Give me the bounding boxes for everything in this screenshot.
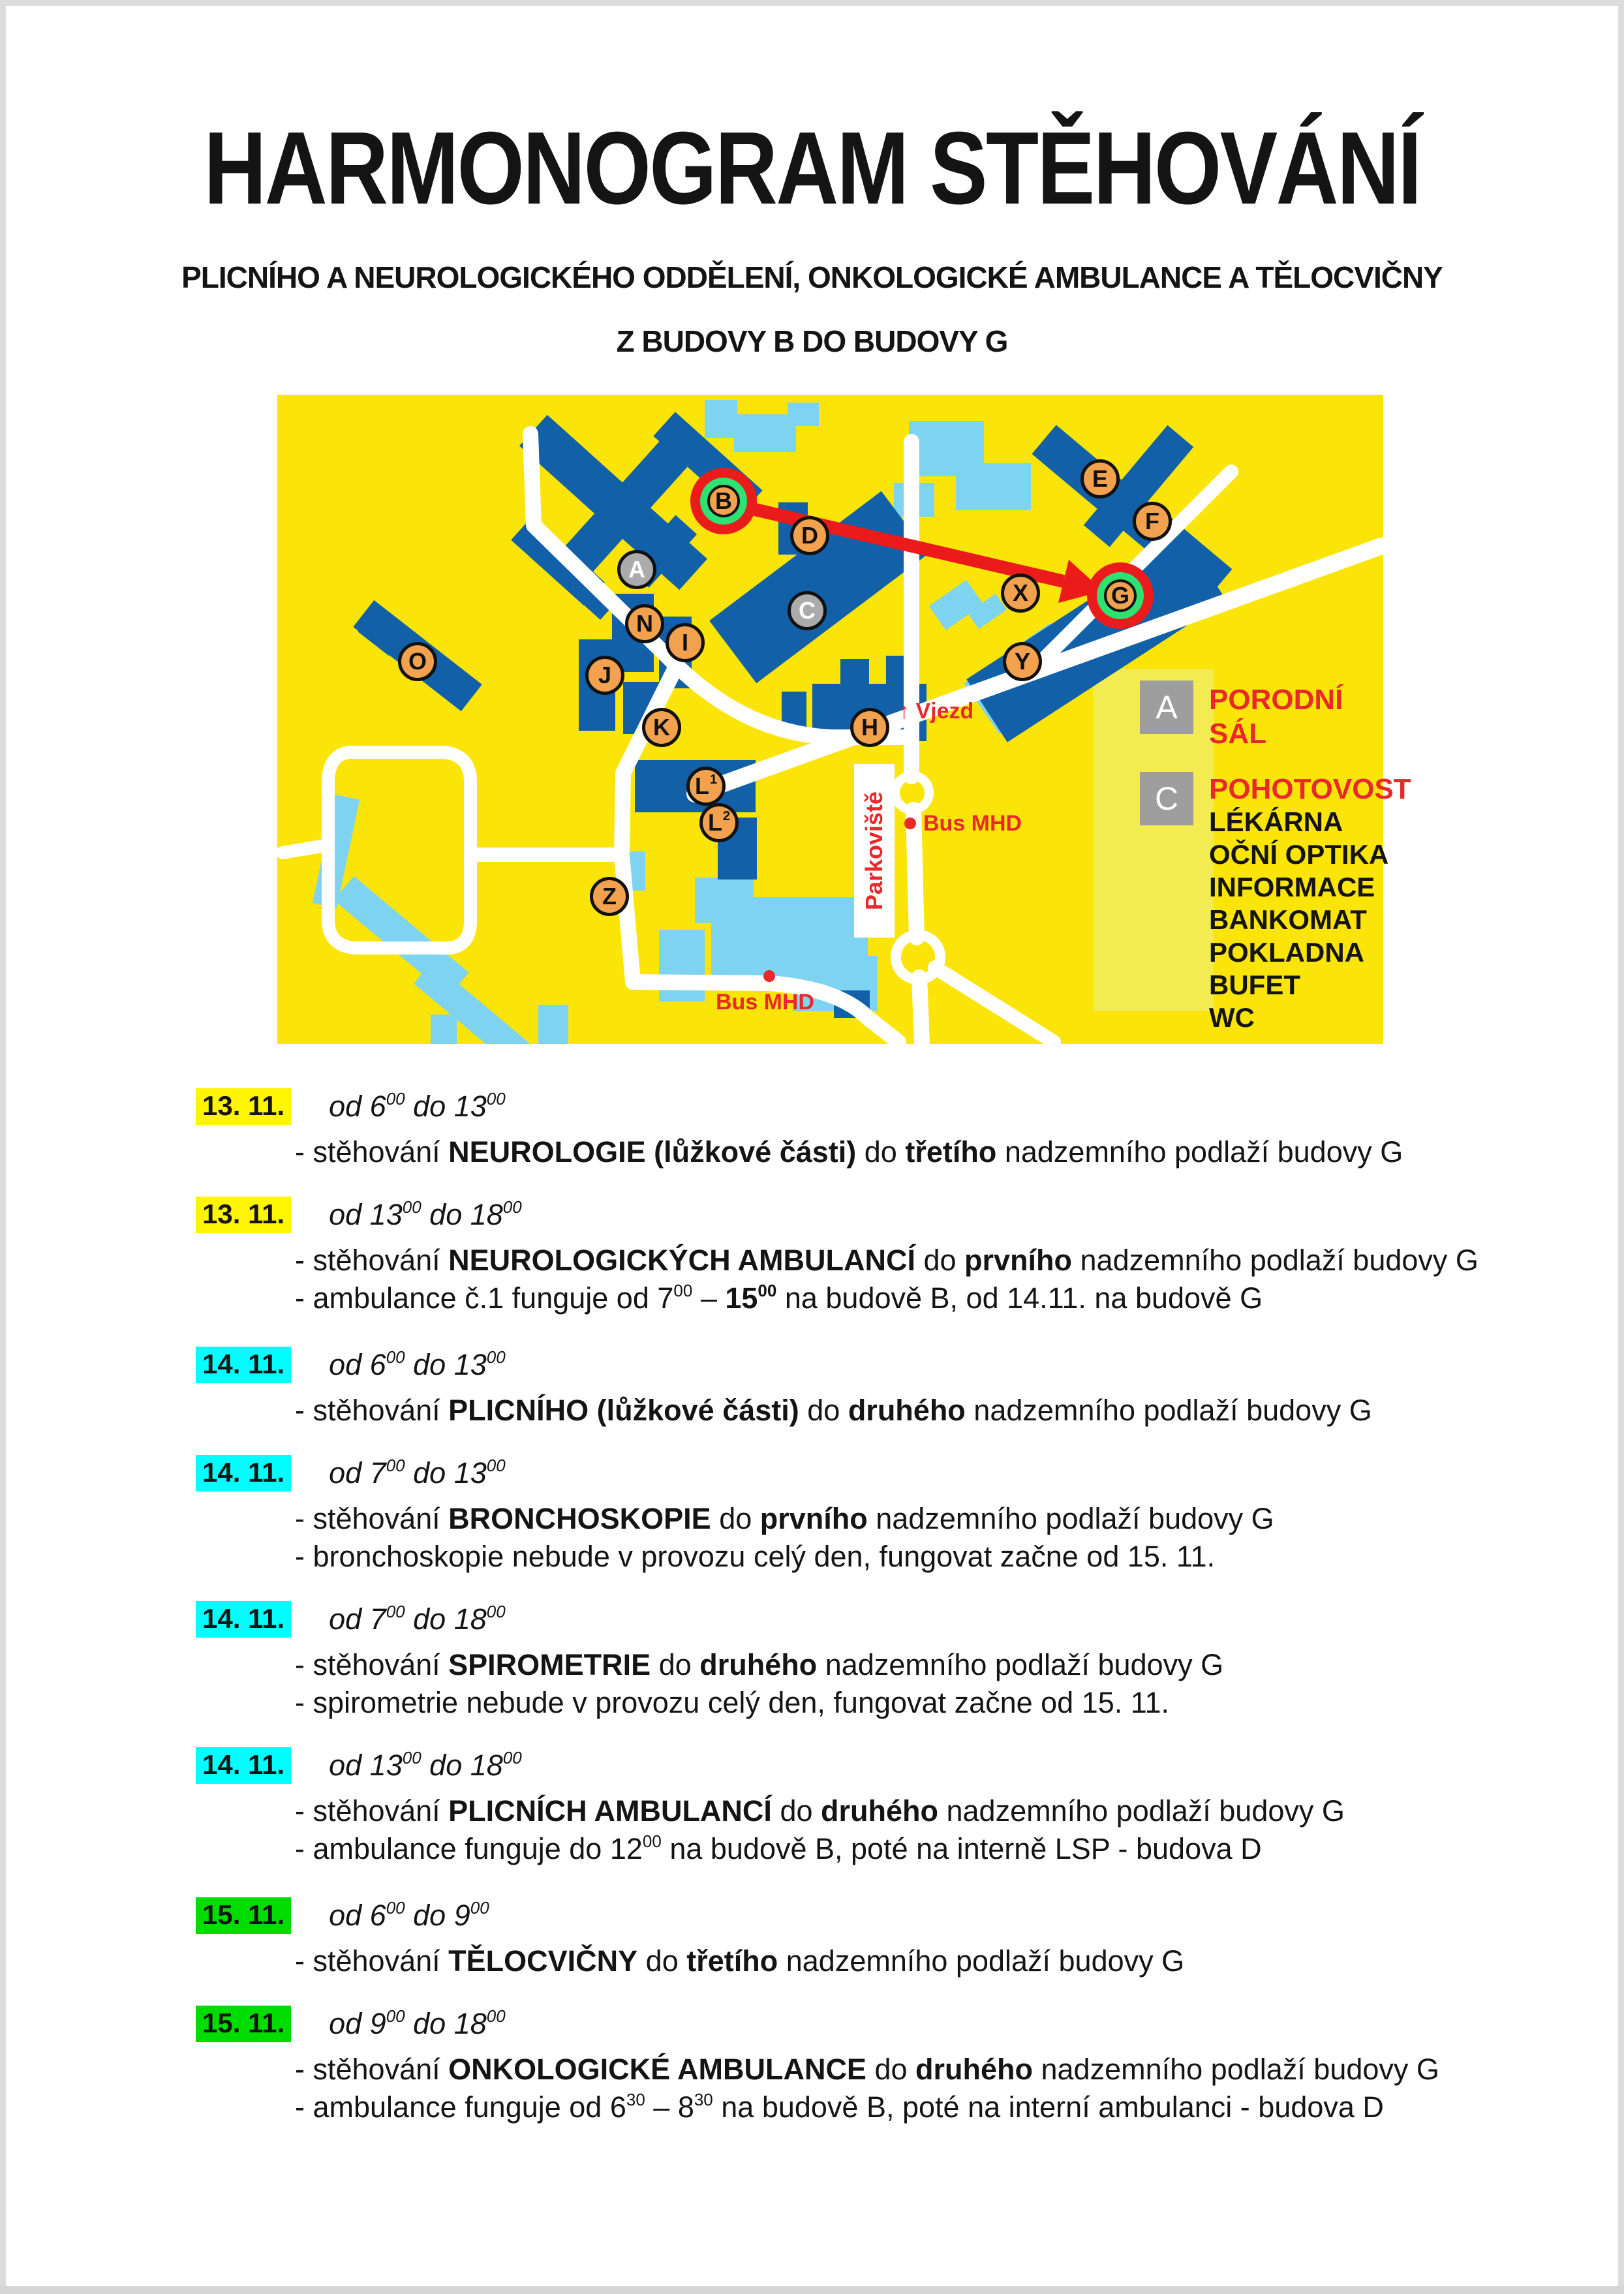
- bus-mhd-label-top: Bus MHD: [923, 811, 1022, 836]
- marker-E: E: [1080, 459, 1120, 498]
- marker-H: H: [850, 708, 889, 747]
- bus-stop-dot-top: [904, 818, 916, 829]
- schedule-line: - stěhování NEUROLOGICKÝCH AMBULANCÍ do prvního nadzemního podlaží budovy G: [295, 1244, 1478, 1277]
- legend-item: BUFET: [1209, 970, 1300, 1000]
- schedule-line: - stěhování PLICNÍCH AMBULANCÍ do druhého nadzemního podlaží budovy G: [295, 1794, 1345, 1828]
- legend-c-text: [1209, 773, 1411, 1034]
- schedule-line: - stěhování ONKOLOGICKÉ AMBULANCE do druhého nadzemního podlaží budovy G: [295, 2053, 1439, 2086]
- marker-I: I: [666, 623, 705, 662]
- schedule-line: - bronchoskopie nebude v provozu celý den, fungovat začne od 15. 11.: [295, 1540, 1216, 1573]
- marker-L2: L $^2$: [699, 803, 739, 842]
- entry-header: [196, 1747, 1585, 1784]
- parking-label: Parkoviště: [861, 791, 888, 911]
- marker-D: D: [790, 516, 829, 555]
- legend-c-items: [1209, 806, 1411, 1034]
- time-range: od $9^{00}$ do $18^{00}$: [329, 2006, 506, 2040]
- entry-header: [196, 1197, 1585, 1233]
- legend-a-text: PORODNÍ SÁL: [1209, 684, 1343, 750]
- legend-square-c: C: [1140, 772, 1193, 825]
- legend-item: OČNÍ OPTIKA: [1209, 839, 1389, 870]
- marker-C: C: [788, 591, 827, 630]
- schedule-entry: [196, 1601, 1585, 1721]
- date-chip: 15. 11.: [196, 2006, 291, 2042]
- page-subtitle: PLICNÍHO A NEUROLOGICKÉHO ODDĚLENÍ, ONKOLOGICKÉ AMBULANCE A TĚLOCVIČNY: [181, 260, 1443, 294]
- marker-N: N: [625, 604, 664, 643]
- marker-X: X: [1001, 574, 1040, 613]
- legend-item: BANKOMAT: [1209, 904, 1367, 935]
- schedule-line: - stěhování SPIROMETRIE do druhého nadzemního podlaží budovy G: [295, 1648, 1224, 1681]
- schedule-entry: [196, 2006, 1585, 2130]
- entry-header: [196, 1601, 1585, 1638]
- schedule-entry: [196, 1747, 1585, 1871]
- marker-G: G: [1104, 579, 1137, 612]
- schedule-entry: [196, 1197, 1585, 1321]
- schedule-line: - ambulance funguje od $6^{30} - 8^{30}$ na budově B, poté na interní ambulanci - budova D: [295, 2090, 1384, 2124]
- time-range: od $6^{00}$ do $13^{00}$: [329, 1347, 506, 1381]
- marker-A: A: [617, 550, 656, 589]
- date-chip: 14. 11.: [196, 1601, 291, 1638]
- bus-mhd-label-bottom: Bus MHD: [716, 990, 815, 1015]
- schedule-line: - ambulance č.1 funguje od $7^{00} - 15^{00}$ na budově B, od 14.11. na budově G: [295, 1281, 1263, 1315]
- schedule-entry: [196, 1088, 1585, 1170]
- schedule-entry: [196, 1455, 1585, 1575]
- date-chip: 13. 11.: [196, 1197, 291, 1233]
- marker-F: F: [1133, 502, 1172, 541]
- vjezd-label: ↑ Vjezd: [898, 699, 974, 724]
- schedule-entry: [196, 1897, 1585, 1980]
- bus-stop-dot-bottom: [763, 970, 775, 982]
- page-title: HARMONOGRAM STĚHOVÁNÍ: [204, 111, 1420, 226]
- time-range: od $13^{00}$ do $18^{00}$: [329, 1197, 522, 1231]
- schedule-list: [196, 1088, 1585, 2156]
- marker-B: B: [707, 485, 740, 517]
- schedule-line: - spirometrie nebude v provozu celý den, fungovat začne od 15. 11.: [295, 1686, 1169, 1719]
- entry-header: [196, 1088, 1585, 1125]
- time-range: od $6^{00}$ do $13^{00}$: [329, 1089, 506, 1123]
- schedule-line: - stěhování BRONCHOSKOPIE do prvního nadzemního podlaží budovy G: [295, 1502, 1274, 1535]
- marker-Z: Z: [590, 877, 629, 916]
- schedule-entry: [196, 1347, 1585, 1429]
- date-chip: 13. 11.: [196, 1088, 291, 1125]
- campus-map: [277, 395, 1411, 1044]
- date-chip: 15. 11.: [196, 1897, 291, 1934]
- date-chip: 14. 11.: [196, 1347, 291, 1383]
- marker-J: J: [585, 656, 624, 695]
- time-range: od $7^{00}$ do $13^{00}$: [329, 1456, 506, 1490]
- marker-L1: L $^1$: [686, 767, 726, 806]
- marker-K: K: [642, 708, 681, 747]
- parking-area: [854, 764, 895, 938]
- time-range: od $7^{00}$ do $18^{00}$: [329, 1602, 506, 1636]
- schedule-line: - stěhování PLICNÍHO (lůžkové části) do druhého nadzemního podlaží budovy G: [295, 1394, 1372, 1427]
- entry-header: [196, 1347, 1585, 1383]
- schedule-line: - stěhování NEUROLOGIE (lůžkové části) do třetího nadzemního podlaží budovy G: [295, 1135, 1403, 1169]
- time-range: od $13^{00}$ do $18^{00}$: [329, 1748, 522, 1782]
- legend-item: POKLADNA: [1209, 937, 1364, 968]
- entry-header: [196, 2006, 1585, 2042]
- time-range: od $6^{00}$ do $9^{00}$: [329, 1898, 489, 1932]
- schedule-line: - ambulance funguje do $12^{00}$ na budově B, poté na interně LSP - budova D: [295, 1831, 1262, 1865]
- page-subtitle-2: Z BUDOVY B DO BUDOVY G: [616, 324, 1008, 358]
- legend-square-a: A: [1140, 681, 1193, 734]
- legend-item: INFORMACE: [1209, 872, 1375, 902]
- legend-item: WC: [1209, 1002, 1255, 1033]
- marker-O: O: [398, 642, 437, 681]
- entry-header: [196, 1897, 1585, 1934]
- schedule-line: - stěhování TĚLOCVIČNY do třetího nadzemního podlaží budovy G: [295, 1944, 1185, 1978]
- legend-item: LÉKÁRNA: [1209, 806, 1343, 837]
- entry-header: [196, 1455, 1585, 1491]
- legend-c-title: POHOTOVOST: [1209, 773, 1411, 805]
- marker-Y: Y: [1003, 642, 1042, 681]
- date-chip: 14. 11.: [196, 1455, 291, 1491]
- date-chip: 14. 11.: [196, 1747, 291, 1784]
